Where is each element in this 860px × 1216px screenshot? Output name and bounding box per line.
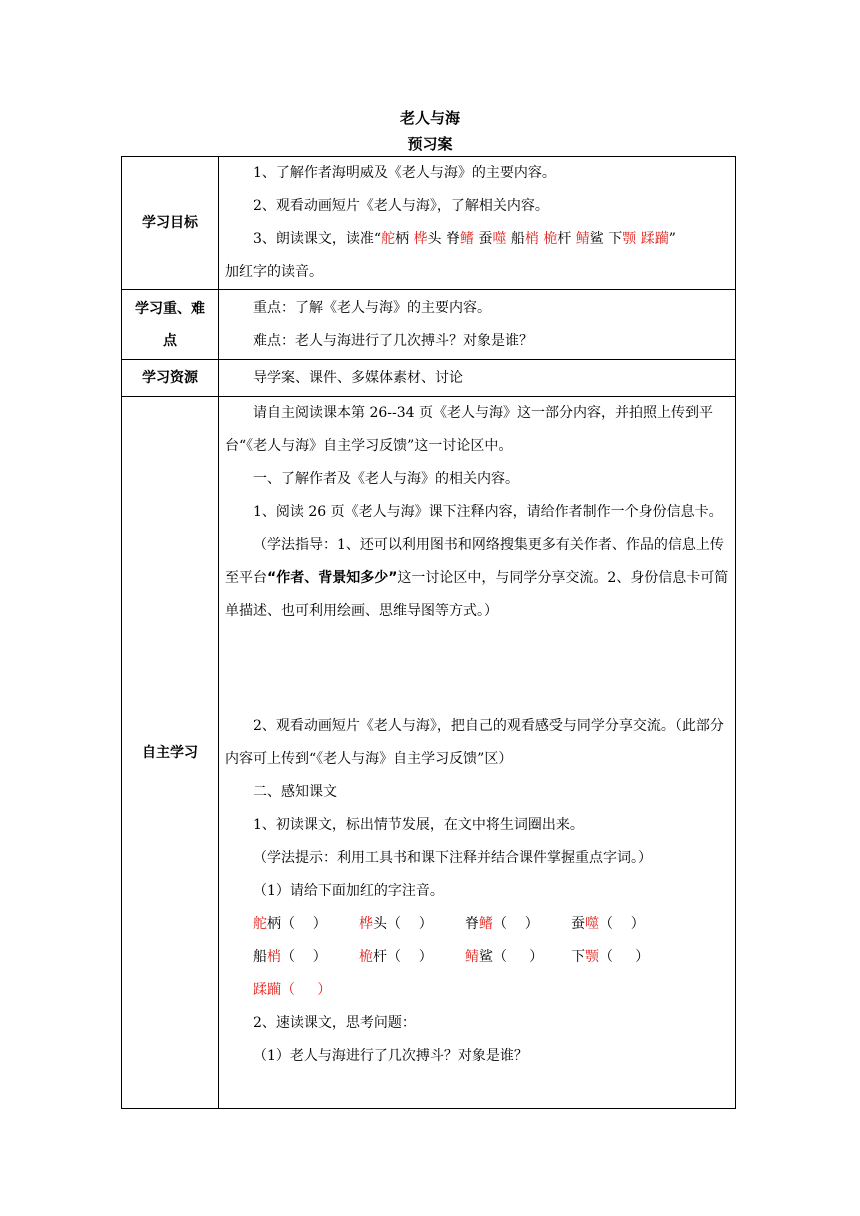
key-focus: 重点：了解《老人与海》的主要内容。 [253, 299, 491, 316]
doc-title: 老人与海 [399, 109, 460, 127]
section-two: 二、感知课文 [253, 784, 337, 800]
goal-body [219, 157, 736, 290]
section-one: 一、了解作者及《老人与海》的相关内容。 [253, 471, 519, 487]
study-guide: （学法指导：1、还可以利用图书和网络搜集更多有关作者、作品的信息上传至平台“作者、背景知多少”这一讨论区中，与同学分享交流。2、身份信息卡可简单描述、也可利用绘画、思维导图等方式。） [225, 537, 729, 619]
doc-subtitle: 预习案 [407, 135, 453, 153]
goal-line-2: 2、观看动画短片《老人与海》，了解相关内容。 [253, 198, 549, 214]
sub-question-two: （1）老人与海进行了几次搏斗？对象是谁？ [253, 1048, 528, 1064]
question-three: 1、初读课文，标出情节发展，在文中将生词圈出来。 [253, 817, 584, 833]
goal-line-3: 3、朗读课文，读准“舵柄 桦头 脊鳍 蚕噬 船梢 桅杆 鲭鲨 下颚 蹂躏” [253, 231, 676, 247]
self-study-body [219, 397, 736, 1109]
key-body [219, 290, 736, 360]
row-self-study [122, 397, 736, 1109]
study-tip: （学法提示：利用工具书和课下注释并结合课件掌握重点字词。） [253, 850, 652, 866]
goal-line-3-tail: 加红字的读音。 [225, 264, 323, 280]
key-label: 学习重、难 点 [122, 290, 219, 360]
goal-line-1: 1、了解作者海明威及《老人与海》的主要内容。 [253, 165, 556, 181]
key-difficulty: 难点：老人与海进行了几次搏斗？对象是谁？ [253, 332, 533, 349]
pinyin-row-3: 蹂躏（ ） [253, 982, 332, 998]
self-study-label: 自主学习 [122, 397, 219, 1109]
self-intro: 请自主阅读课本第 26--34 页《老人与海》这一部分内容，并拍照上传到平台“《老人与海》自主学习反馈”这一讨论区中。 [225, 405, 713, 454]
question-four: 2、速读课文，思考问题： [253, 1015, 416, 1031]
study-table [121, 156, 736, 1109]
resource-body [219, 360, 736, 397]
question-two: 2、观看动画短片《老人与海》，把自己的观看感受与同学分享交流。（此部分内容可上传到“《老人与海》自主学习反馈”区） [225, 718, 724, 767]
pinyin-row-2: 船梢（ ） 桅杆（ ） 鲭鲨（ ） 下颚（ ） [253, 949, 650, 965]
resource-text: 导学案、课件、多媒体素材、讨论 [253, 369, 463, 386]
resource-label: 学习资源 [122, 360, 219, 397]
sub-question-one: （1）请给下面加红的字注音。 [253, 883, 444, 899]
blank-space [225, 628, 731, 710]
row-key-points [122, 290, 736, 360]
row-resources [122, 360, 736, 397]
goal-label: 学习目标 [122, 157, 219, 290]
row-goal [122, 157, 736, 290]
question-one: 1、阅读 26 页《老人与海》课下注释内容，请给作者制作一个身份信息卡。 [253, 504, 723, 520]
pinyin-row-1: 舵柄（ ） 桦头（ ） 脊鳍（ ） 蚕噬（ ） [253, 916, 645, 932]
